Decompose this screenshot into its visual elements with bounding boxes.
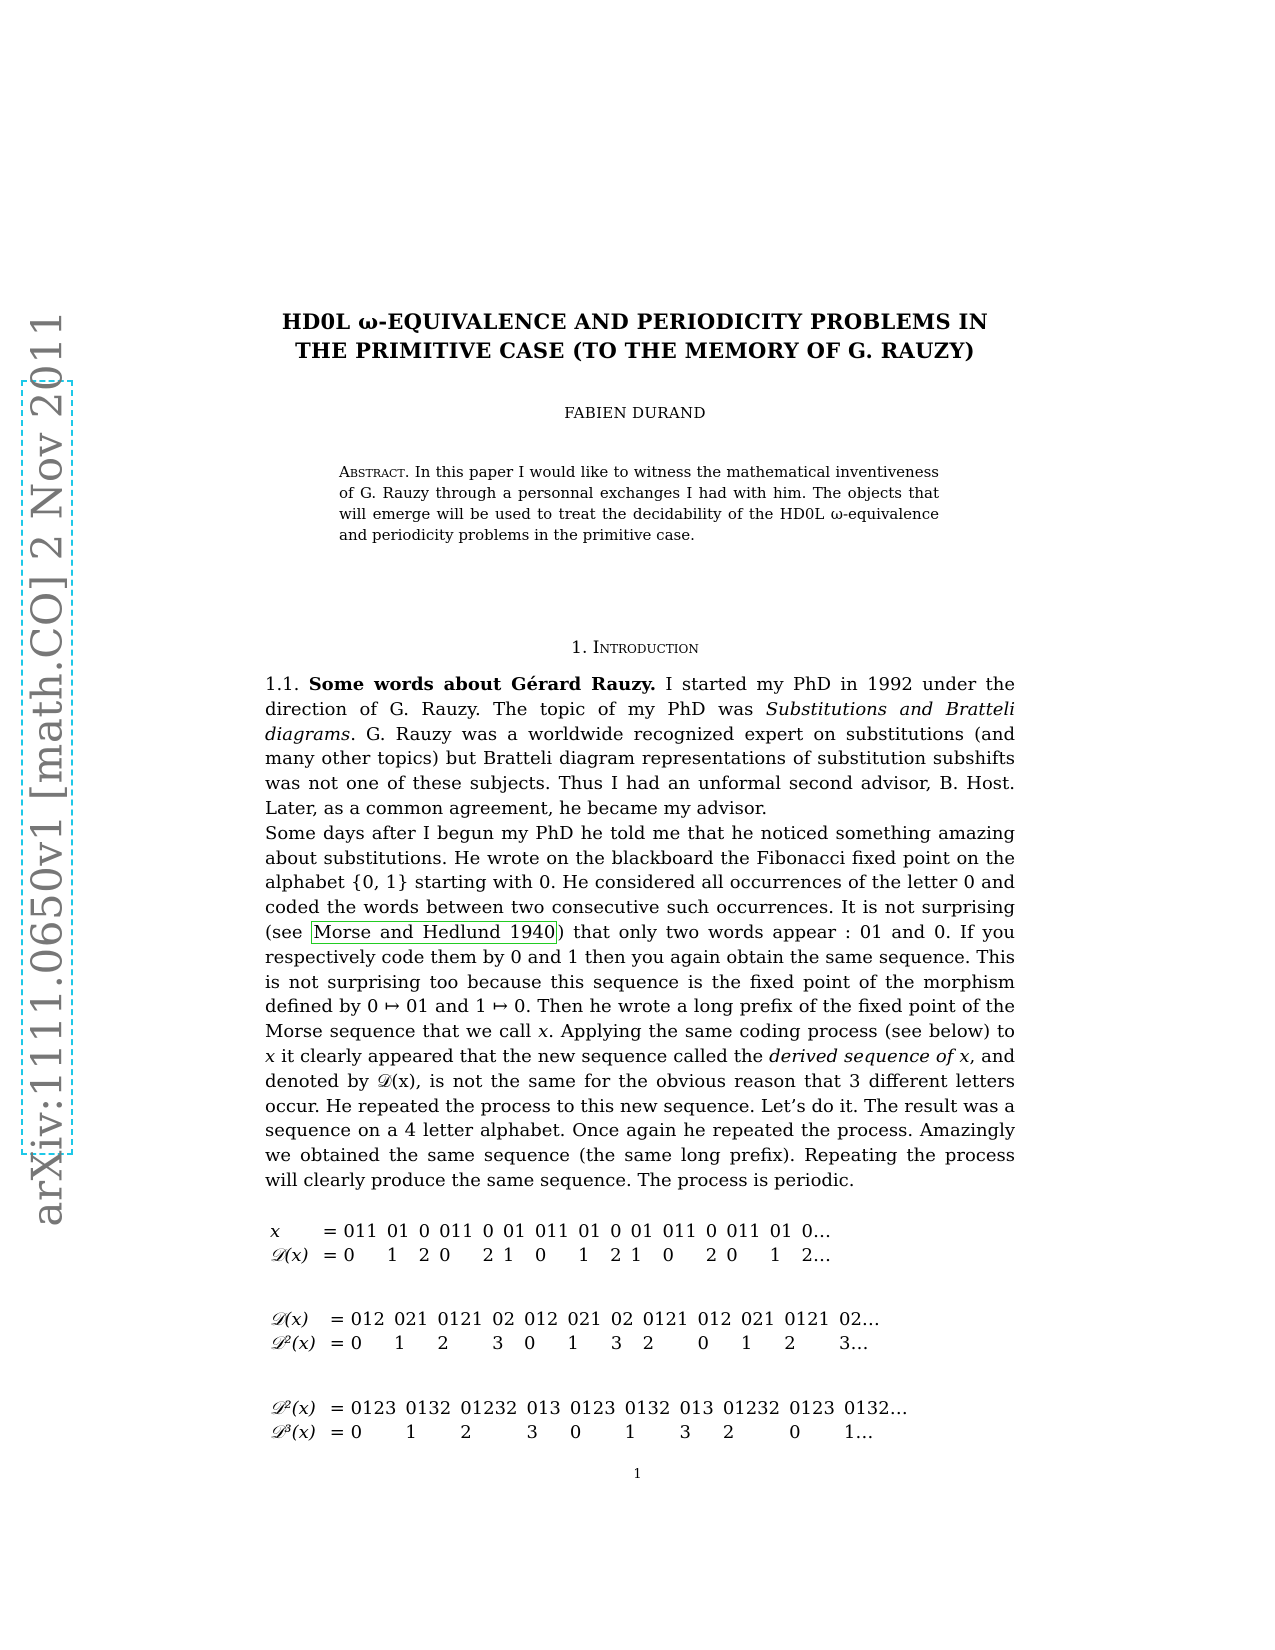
sequence-cell: 1: [578, 1245, 590, 1266]
sequence-cell: 01: [578, 1221, 602, 1242]
sequence-row-top: [270, 1397, 917, 1421]
sequence-cell: 1: [740, 1333, 753, 1354]
sequence-cell: 3: [679, 1422, 691, 1443]
abstract-text: In this paper I would like to witness the mathematical inventiveness of G. Rauzy through a personnal exchanges I had with him. The objects that will emerge will be used to treat the decidability of the HD0L ω-equivalence and periodicity problems in the primitive case.: [339, 463, 939, 544]
sequence-label: 𝒟²(x): [270, 1333, 316, 1354]
sequence-row-bottom: [270, 1421, 917, 1445]
sequence-cell: 02: [610, 1309, 634, 1330]
page-number: 1: [633, 1467, 642, 1482]
sequence-cell: 1…: [843, 1422, 874, 1443]
variable-x: x: [538, 1021, 549, 1043]
sequence-cell: 1: [386, 1245, 399, 1266]
sequence-cell: 0121: [784, 1309, 830, 1330]
sequence-label: 𝒟(x): [270, 1245, 309, 1266]
sequence-cell: = 012: [329, 1309, 385, 1330]
sequence-cell: 2: [784, 1333, 796, 1354]
sequence-label: x: [270, 1221, 281, 1242]
sequence-cell: 013: [679, 1398, 714, 1419]
paper-title: [270, 307, 1000, 365]
variable-x: x: [265, 1045, 276, 1067]
sequence-cell: 01: [769, 1221, 793, 1242]
title-line-2: THE PRIMITIVE CASE (TO THE MEMORY OF G. RAUZY): [295, 338, 975, 363]
sequence-label: 𝒟³(x): [270, 1422, 316, 1443]
sequence-cell: 0121: [642, 1309, 689, 1330]
sequence-cell: 0: [705, 1221, 718, 1242]
sequence-cell: 1: [624, 1422, 637, 1443]
sequence-cell: 0123: [789, 1398, 835, 1419]
sequence-cell: 02: [492, 1309, 516, 1330]
sequence-cell: 0132…: [843, 1398, 908, 1419]
sequence-cell: 1: [393, 1333, 406, 1354]
sequence-table-3: [270, 1397, 917, 1445]
sequence-cell: 0…: [801, 1221, 831, 1242]
sequence-cell: 2…: [801, 1245, 831, 1266]
sequence-table-2: [270, 1308, 889, 1356]
sequence-cell: = 0: [329, 1422, 363, 1443]
sequence-cell: 0: [610, 1221, 622, 1242]
sequence-cell: 2: [437, 1333, 449, 1354]
sequence-cell: 0: [726, 1245, 738, 1266]
sequence-cell: 1: [502, 1245, 515, 1266]
abstract: [339, 462, 939, 546]
sequence-cell: 011: [662, 1221, 697, 1242]
sequence-cell: 2: [642, 1333, 655, 1354]
sequence-cell: 011: [439, 1221, 474, 1242]
sequence-cell: 2: [482, 1245, 494, 1266]
sequence-cell: 3…: [839, 1333, 869, 1354]
sequence-cell: 1: [567, 1333, 579, 1354]
paragraph-1-intro: I started my PhD in 1992 under the direction of G. Rauzy. The topic of my PhD was: [265, 674, 1015, 720]
sequence-cell: 012: [697, 1309, 732, 1330]
sequence-cell: 021: [567, 1309, 602, 1330]
sequence-row-bottom: [270, 1244, 840, 1268]
sequence-cell: 0121: [437, 1309, 484, 1330]
subsection-title: Some words about Gérard Rauzy.: [308, 674, 657, 695]
title-line-1: HD0L ω-EQUIVALENCE AND PERIODICITY PROBLEMS IN: [281, 309, 989, 334]
sequence-row-top: [270, 1308, 889, 1332]
citation-link[interactable]: Morse and Hedlund 1940: [313, 921, 556, 943]
sequence-cell: 0: [482, 1221, 494, 1242]
sequence-cell: = 011: [322, 1221, 378, 1242]
arxiv-identifier: arXiv:1111.0650v1 [math.CO] 2 Nov 2011: [22, 308, 72, 1227]
sequence-cell: 011: [534, 1221, 570, 1242]
section-heading-text: 1. Introduction: [571, 638, 699, 658]
sequence-cell: 0: [534, 1245, 547, 1266]
sequence-cell: 0: [662, 1245, 674, 1266]
derived-sequence-term: derived sequence of x: [769, 1045, 970, 1067]
sequence-table-1: [270, 1220, 840, 1268]
sequence-cell: 1: [405, 1422, 417, 1443]
sequence-label: 𝒟²(x): [270, 1398, 316, 1419]
sequence-row-top: [270, 1220, 840, 1244]
paragraph-2-part-5: , and denoted by 𝒟(x), is not the same for the obvious reason that 3 different letters occur. He repeated the process to this new sequence. Let’s do it. The result was a sequence on a 4 letter alphabet. Once again he repeated the process. Amazingly we obtained the same sequence (the same long prefix). Repeating the process will clearly produce the same sequence. The process is periodic.: [265, 1045, 1015, 1191]
thesis-title: Substitutions and Bratteli diagrams: [265, 698, 1015, 745]
sequence-cell: 3: [526, 1422, 538, 1443]
sequence-cell: 2: [722, 1422, 735, 1443]
sequence-cell: 0: [789, 1422, 801, 1443]
paragraph-2-part-2: ) that only two words appear : 01 and 0. If you respectively code them by 0 and 1 then you again obtain the same sequence. This is not surprising too because this sequence is the fixed point of the morphism defined by 0 ↦ 01 and 1 ↦ 0. Then he wrote a long prefix of the fixed point of the Morse sequence that we call: [265, 921, 1015, 1043]
paragraph-1-rest: . G. Rauzy was a worldwide recognized expert on substitutions (and many other topics) but Bratteli diagram representations of substitution subshifts was not one of these subjects. Thus I had an unformal second advisor, B. Host. Later, as a common agreement, he became my advisor.: [265, 723, 1015, 819]
section-body: [265, 673, 1015, 1194]
sequence-cell: 1: [769, 1245, 782, 1266]
paragraph-1: [265, 673, 1015, 822]
subsection-number: 1.1.: [265, 674, 300, 695]
sequence-cell: 01232: [722, 1398, 781, 1419]
sequence-cell: 2: [418, 1245, 431, 1266]
sequence-cell: 01: [386, 1221, 410, 1242]
author-name: FABIEN DURAND: [564, 404, 706, 422]
sequence-cell: 3: [492, 1333, 504, 1354]
sequence-cell: 2: [705, 1245, 718, 1266]
sequence-label: 𝒟(x): [270, 1309, 309, 1330]
sequence-cell: 0132: [624, 1398, 671, 1419]
sequence-cell: 021: [740, 1309, 776, 1330]
sequence-cell: = 0: [322, 1245, 355, 1266]
sequence-cell: 0: [569, 1422, 582, 1443]
sequence-cell: 1: [630, 1245, 642, 1266]
paragraph-2-part-4: it clearly appeared that the new sequence called the: [275, 1045, 770, 1067]
sequence-cell: 0: [697, 1333, 709, 1354]
paragraph-2-part-1: Some days after I begun my PhD he told me that he noticed something amazing about substitutions. He wrote on the blackboard the Fibonacci fixed point on the alphabet {0, 1} starting with 0. He considered all occurrences of the letter 0 and coded the words between two consecutive such occurrences. It is not surprising (see: [265, 822, 1015, 943]
sequence-cell: 02…: [839, 1309, 880, 1330]
sequence-cell: 2: [610, 1245, 622, 1266]
sequence-cell: 01: [502, 1221, 526, 1242]
sequence-cell: 01: [630, 1221, 654, 1242]
sequence-cell: 0: [439, 1245, 451, 1266]
section-heading: [270, 638, 1000, 658]
sequence-cell: = 0: [329, 1333, 363, 1354]
sequence-cell: 021: [393, 1309, 429, 1330]
sequence-cell: 0: [524, 1333, 536, 1354]
sequence-cell: 0: [418, 1221, 431, 1242]
paragraph-2: [265, 822, 1015, 1194]
sequence-cell: 01232: [460, 1398, 518, 1419]
abstract-label: Abstract.: [339, 463, 410, 481]
sequence-cell: 012: [524, 1309, 559, 1330]
sequence-cell: 2: [460, 1422, 472, 1443]
sequence-cell: = 0123: [329, 1398, 397, 1419]
sequence-cell: 011: [726, 1221, 761, 1242]
sequence-cell: 013: [526, 1398, 561, 1419]
arxiv-stamp: [21, 308, 73, 1227]
sequence-row-bottom: [270, 1332, 889, 1356]
paragraph-2-part-3: . Applying the same coding process (see below) to: [548, 1021, 1016, 1043]
sequence-cell: 0123: [569, 1398, 616, 1419]
sequence-cell: 0132: [405, 1398, 452, 1419]
sequence-cell: 3: [610, 1333, 623, 1354]
